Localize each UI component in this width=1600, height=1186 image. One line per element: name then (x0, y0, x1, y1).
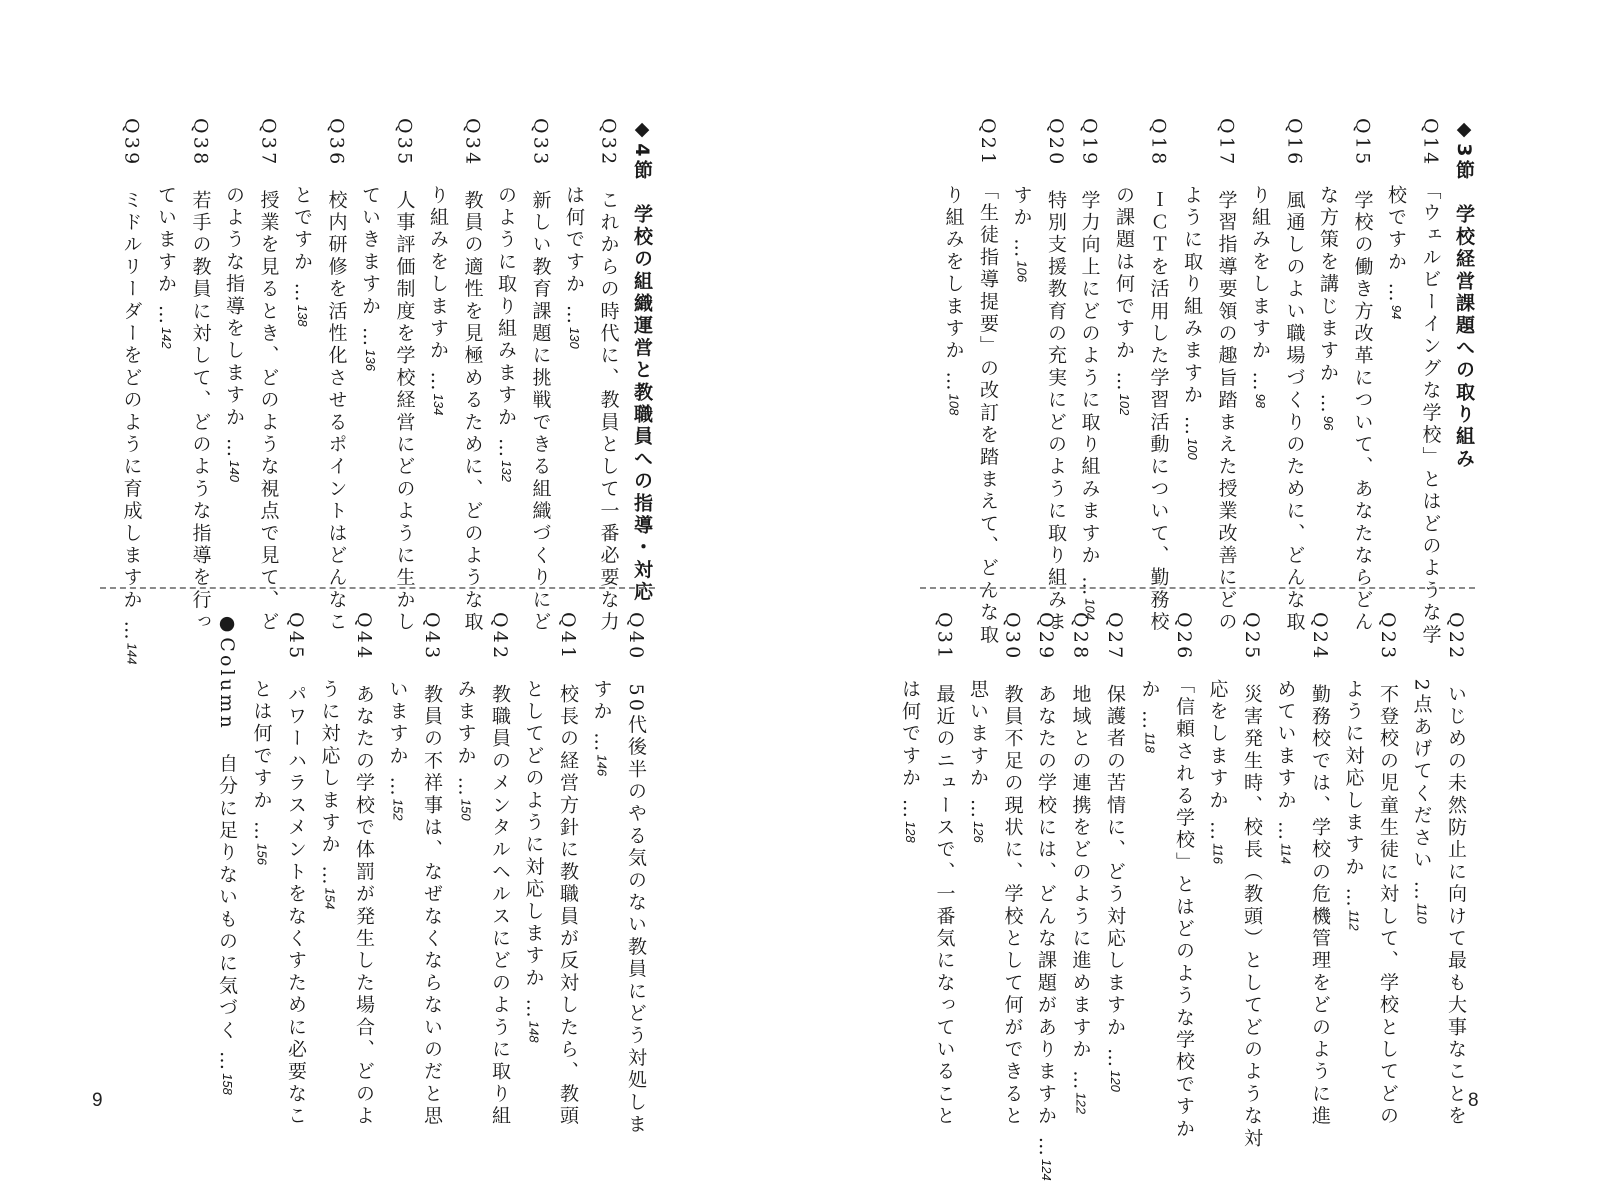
section-3-toc-continued (893, 612, 1473, 1181)
toc-line-text: ように取り組みますか (1181, 118, 1203, 407)
leader-dots: … (1035, 1127, 1057, 1160)
leader-dots: … (967, 789, 989, 822)
page-reference: 98 (1253, 393, 1268, 409)
page-reference: 118 (1142, 732, 1158, 753)
toc-line (1371, 612, 1405, 1128)
leader-dots: … (216, 1041, 238, 1074)
page-reference: 132 (499, 460, 514, 482)
right-page (800, 0, 1600, 1186)
page-reference: 138 (295, 304, 310, 327)
toc-line (584, 612, 619, 1067)
toc-line-text: とですか (291, 118, 313, 274)
section-3-toc (936, 118, 1480, 647)
toc-line-text: とは何ですか (250, 612, 273, 812)
toc-line-text: Q43 教員の不祥事は、なぜなくならないのだと思 (421, 612, 443, 1128)
leader-dots: … (359, 317, 381, 350)
toc-line-text: ていますか (155, 118, 177, 296)
toc-line (1268, 612, 1303, 1067)
toc-line (1303, 612, 1337, 1128)
page-reference: 112 (1346, 909, 1362, 931)
toc-line-text: うに対応しますか (318, 612, 341, 857)
leader-dots: … (1181, 406, 1203, 439)
toc-line (353, 118, 388, 573)
leader-dots: … (899, 789, 921, 822)
toc-line (244, 612, 279, 1067)
toc-line (1029, 612, 1064, 1181)
toc-line (619, 612, 653, 1136)
toc-line (483, 612, 517, 1128)
page-reference: 140 (227, 460, 242, 482)
toc-line-text: Q40 50代後半のやる気のない教員にどう対処しま (625, 612, 647, 1136)
page-reference: 130 (567, 327, 582, 349)
toc-line-text: Q26 「信頼される学校」とはどのような学校ですか (1173, 612, 1195, 1141)
leader-dots: … (1104, 1038, 1126, 1071)
toc-line-text: Q19 学力向上にどのように取り組みますか (1078, 118, 1101, 567)
toc-line (1167, 612, 1201, 1141)
toc-line (1345, 118, 1379, 634)
toc-line-text: Q23 不登校の児童生徒に対して、学校としてどの (1377, 612, 1399, 1128)
leader-dots: … (1010, 229, 1033, 261)
toc-line (1209, 118, 1243, 634)
leader-dots: … (942, 362, 965, 394)
toc-line (1132, 612, 1167, 1067)
toc-line-text: Q29 あなたの学校には、どんな課題がありますか (1035, 612, 1057, 1128)
toc-line-text: Q25 災害発生時、校長（教頭）としてどのような対 (1241, 612, 1263, 1150)
toc-line (210, 612, 245, 1095)
toc-line (557, 118, 592, 573)
leader-dots: … (495, 428, 517, 461)
toc-line (523, 118, 557, 634)
toc-line (1404, 612, 1439, 1067)
toc-line (893, 612, 928, 1067)
page-reference: 110 (1414, 902, 1430, 924)
toc-line (591, 118, 625, 634)
page-reference: 146 (594, 754, 610, 777)
toc-line (251, 118, 285, 634)
toc-line (347, 612, 381, 1128)
toc-line-text: Q18 ＩＣＴを活用した学習活動について、勤務校 (1147, 118, 1170, 634)
toc-line-text: 2点あげてください (1410, 612, 1433, 872)
toc-line (1277, 118, 1311, 634)
toc-line (455, 118, 489, 634)
leader-dots: … (563, 295, 585, 328)
page-reference: 124 (1039, 1159, 1054, 1181)
leader-dots: … (223, 428, 245, 461)
toc-line-text: のように取り組みますか (495, 118, 517, 429)
page-reference: 100 (1185, 438, 1200, 460)
toc-line-text: Q17 学習指導要領の趣旨踏まえた授業改善にどの (1215, 118, 1238, 634)
toc-line (516, 612, 551, 1067)
leader-dots: … (120, 611, 143, 643)
toc-line-text: すか (590, 612, 613, 723)
toc-line-text: Q22 いじめの未然防止に向けて最も大事なことを (1445, 612, 1467, 1128)
toc-line (1039, 118, 1073, 634)
page-number-left: 9 (92, 1090, 103, 1111)
page-reference: 142 (159, 327, 174, 349)
page-reference: 96 (1321, 415, 1336, 431)
toc-line-text: か (1138, 612, 1161, 701)
toc-line (961, 612, 996, 1067)
toc-line-text: Q42 教職員のメンタルヘルスにどのように取り組 (489, 612, 511, 1128)
toc-line (927, 612, 961, 1128)
leader-dots: … (1113, 362, 1135, 394)
toc-line-text: り組みをしますか (1249, 118, 1271, 363)
toc-line (1107, 118, 1142, 573)
page-reference: 148 (526, 1020, 542, 1043)
toc-line (285, 118, 320, 573)
leader-dots: … (1317, 384, 1339, 416)
leader-dots: … (454, 767, 477, 799)
leader-dots: … (1342, 878, 1365, 910)
section-4-toc (114, 118, 658, 665)
toc-line-text: Q31 最近のニュースで、一番気になっていること (933, 612, 956, 1128)
toc-line-text: のような指導をしますか (223, 118, 245, 429)
toc-line (319, 118, 353, 634)
toc-line (936, 118, 971, 573)
leader-dots: … (386, 767, 409, 799)
toc-line (421, 118, 456, 573)
toc-line (387, 118, 421, 634)
toc-line (1243, 118, 1278, 573)
toc-line-text: いますか (386, 612, 409, 768)
leader-dots: … (427, 362, 449, 394)
toc-line (551, 612, 585, 1128)
page-reference: 128 (903, 821, 918, 843)
page-reference: 158 (220, 1073, 235, 1095)
toc-line (380, 612, 415, 1067)
leader-dots: … (1078, 566, 1101, 599)
toc-line (1336, 612, 1371, 1067)
leader-dots: … (1385, 273, 1407, 305)
toc-line (279, 612, 313, 1128)
page-reference: 126 (971, 821, 986, 843)
toc-line (114, 118, 149, 665)
toc-line (1235, 612, 1269, 1150)
leader-dots: … (155, 295, 177, 328)
toc-line-text: 思いますか (967, 612, 989, 790)
leader-dots: … (1410, 871, 1433, 903)
page-reference: 150 (458, 798, 474, 821)
toc-line (217, 118, 252, 573)
toc-line-text: 応をしますか (1206, 612, 1229, 812)
leader-dots: … (1249, 362, 1271, 394)
page-reference: 102 (1117, 393, 1132, 416)
toc-line-text: Q44 あなたの学校で体罰が発生した場合、どのよ (353, 612, 375, 1128)
leader-dots: … (250, 811, 273, 844)
toc-line-text: Q16 風通しのよい職場づくりのために、どんな取 (1283, 118, 1306, 634)
page-number-right: 8 (1468, 1090, 1479, 1111)
leader-dots: … (1274, 811, 1297, 844)
toc-line (1098, 612, 1133, 1092)
toc-line-text: Q35 人事評価制度を学校経営にどのように生かし (393, 118, 416, 634)
toc-line-text: Q15 学校の働き方改革について、あなたならどん (1351, 118, 1374, 634)
page-reference: 154 (322, 887, 338, 910)
leader-dots: … (1138, 700, 1161, 733)
toc-line-text: みますか (454, 612, 477, 768)
page-reference: 108 (946, 393, 962, 416)
toc-line-text: り組みをしますか (942, 118, 965, 363)
toc-line (1311, 118, 1346, 573)
toc-line-text: な方策を講じますか (1317, 118, 1339, 385)
dashed-divider (100, 587, 655, 589)
page-reference: 156 (254, 843, 270, 865)
toc-line-text: Q34 教員の適性を見極めるために、どのような取 (461, 118, 484, 634)
page-reference: 94 (1389, 304, 1404, 320)
toc-line-text: Q20 特別支援教育の充実にどのように取り組みま (1045, 118, 1067, 634)
page-reference: 114 (1278, 843, 1294, 864)
leader-dots: … (318, 856, 341, 888)
toc-line (415, 612, 449, 1128)
page-reference: 152 (390, 798, 406, 821)
toc-line (1413, 118, 1447, 647)
toc-line-text: Q39 ミドルリーダーをどのように育成しますか (120, 118, 143, 612)
toc-line-text: ●Column 自分に足りないものに気づく (216, 612, 238, 1042)
toc-line (1004, 118, 1039, 573)
toc-line (995, 612, 1029, 1128)
page-reference: 120 (1108, 1070, 1123, 1092)
section-4-header: ◆4節 学校の組織運営と教職員への指導・対応 (631, 118, 653, 604)
leader-dots: … (1069, 1060, 1092, 1093)
toc-line-text: ように対応しますか (1342, 612, 1365, 879)
toc-line-text: Q30 教員不足の現状に、学校として何ができると (1001, 612, 1024, 1128)
toc-line-text: Q27 保護者の苦情に、どう対応しますか (1104, 612, 1126, 1039)
toc-line-text: Q32 これからの時代に、教員として一番必要な力 (597, 118, 620, 634)
page-reference: 104 (1082, 598, 1098, 621)
page-reference: 122 (1073, 1092, 1089, 1115)
section-3-header: ◆3節 学校経営課題への取り組み (1453, 118, 1475, 471)
toc-line-text: Q24 勤務校では、学校の危機管理をどのように進 (1309, 612, 1331, 1128)
page-reference: 144 (124, 642, 140, 665)
toc-line-text: Q45 パワーハラスメントをなくすために必要なこ (285, 612, 307, 1128)
toc-line-text: り組みをしますか (427, 118, 449, 363)
toc-line (1200, 612, 1235, 1067)
page-reference: 136 (363, 349, 378, 371)
page-reference: 106 (1014, 260, 1030, 283)
section-4-toc-continued (210, 612, 653, 1136)
toc-line-text: は何ですか (899, 612, 921, 790)
toc-line-text: Q28 地域との連携をどのように進めますか (1069, 612, 1092, 1061)
toc-line-text: ていきますか (359, 118, 381, 318)
toc-line (1072, 118, 1107, 621)
toc-line (1141, 118, 1175, 634)
toc-line-text: Q14 「ウェルビーイングな学校」とはどのような学 (1419, 118, 1442, 647)
leader-dots: … (590, 723, 613, 755)
toc-line-text: Q38 若手の教員に対して、どのような指導を行っ (189, 118, 212, 634)
toc-line (1063, 612, 1098, 1115)
toc-line-text: Q37 授業を見るとき、どのような視点で見て、ど (257, 118, 280, 634)
toc-line-text: としてどのように対応しますか (522, 612, 545, 990)
toc-line (183, 118, 217, 634)
leader-dots: … (1206, 811, 1229, 844)
toc-line-text: の課題は何ですか (1113, 118, 1135, 363)
toc-line-text: Q41 校長の経営方針に教職員が反対したら、教頭 (557, 612, 579, 1128)
page-reference: 134 (431, 393, 446, 416)
toc-line (1379, 118, 1414, 573)
leader-dots: … (291, 273, 313, 305)
leader-dots: … (522, 989, 545, 1021)
toc-line (448, 612, 483, 1067)
toc-line-text: めていますか (1274, 612, 1297, 812)
toc-line-text: Q36 校内研修を活性化させるポイントはどんなこ (325, 118, 348, 634)
toc-line (971, 118, 1005, 647)
toc-line (1439, 612, 1473, 1128)
page-reference: 116 (1210, 843, 1226, 864)
toc-line-text: Q33 新しい教育課題に挑戦できる組織づくりにど (529, 118, 552, 634)
toc-line-text: すか (1010, 118, 1033, 229)
toc-line-text: Q21 「生徒指導提要」の改訂を踏まえて、どんな取 (977, 118, 999, 647)
dashed-divider (920, 587, 1475, 589)
toc-line-text: 校ですか (1385, 118, 1407, 274)
toc-line (1175, 118, 1210, 573)
toc-line (312, 612, 347, 1067)
toc-line-text: は何ですか (563, 118, 585, 296)
toc-line (489, 118, 524, 573)
toc-line (149, 118, 184, 573)
